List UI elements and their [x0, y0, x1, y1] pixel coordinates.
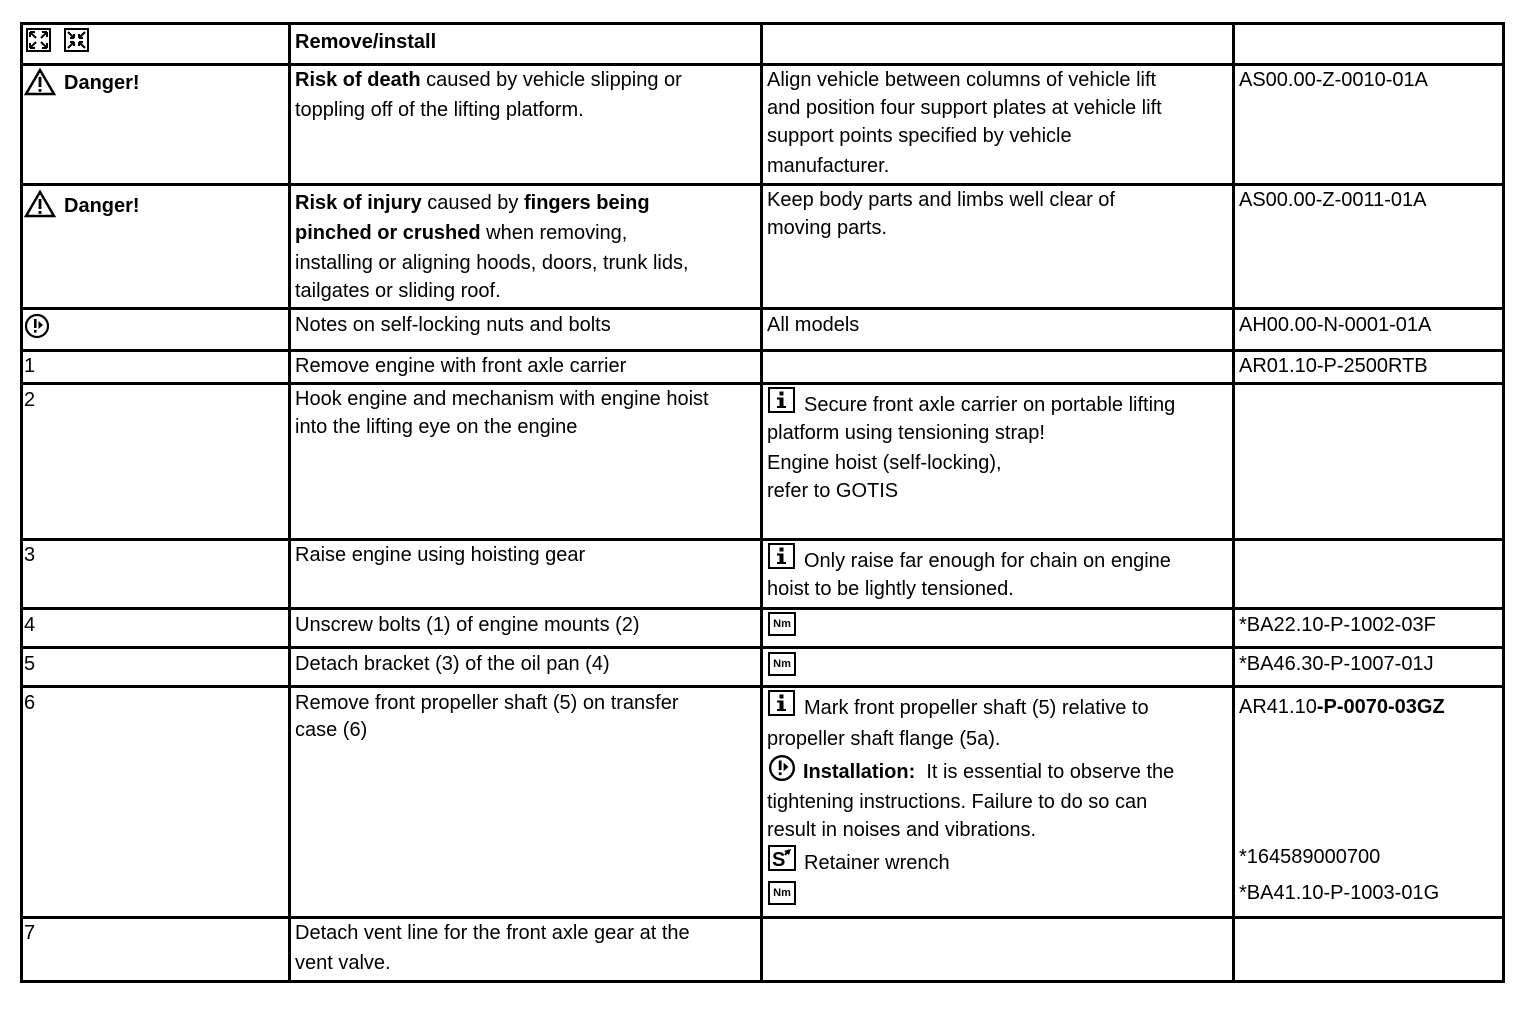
- torque-nm-icon: Nm: [768, 612, 796, 636]
- step-number: 3: [24, 544, 36, 566]
- torque-nm-icon: Nm: [768, 652, 796, 676]
- installation-note-line: tightening instructions. Failure to do so can: [767, 791, 1148, 813]
- danger-description-line: Risk of death caused by vehicle slipping or: [295, 69, 682, 91]
- installation-note-line: Installation: It is essential to observe the: [803, 761, 1175, 783]
- info-text-line: hoist to be lightly tensioned.: [767, 578, 1014, 600]
- danger-label: Danger!: [64, 195, 140, 217]
- svg-text:S: S: [772, 849, 786, 869]
- step-number: 4: [24, 614, 36, 636]
- document-reference[interactable]: *BA22.10-P-1002-03F: [1239, 614, 1436, 636]
- note-icon: [24, 313, 50, 344]
- document-reference[interactable]: *BA46.30-P-1007-01J: [1239, 653, 1434, 675]
- step-number: 6: [24, 692, 36, 714]
- danger-description-line: toppling off of the lifting platform.: [295, 99, 584, 121]
- step-description: Detach bracket (3) of the oil pan (4): [295, 653, 610, 675]
- notes-description: Notes on self-locking nuts and bolts: [295, 314, 611, 336]
- document-reference[interactable]: AR01.10-P-2500RTB: [1239, 355, 1428, 377]
- danger-label: Danger!: [64, 72, 140, 94]
- col-divider: [1502, 22, 1505, 983]
- step-number: 2: [24, 389, 36, 411]
- info-text-line: Mark front propeller shaft (5) relative to: [804, 697, 1149, 719]
- note-icon: [768, 754, 796, 787]
- danger-description-line: installing or aligning hoods, doors, trunk lids,: [295, 252, 689, 274]
- info-icon: [768, 543, 795, 569]
- instruction-line: support points specified by vehicle: [767, 125, 1072, 147]
- step-description: Remove front propeller shaft (5) on transfer: [295, 692, 679, 714]
- instruction-line: and position four support plates at vehicle lift: [767, 97, 1162, 119]
- step-description: Unscrew bolts (1) of engine mounts (2): [295, 614, 640, 636]
- step-number: 5: [24, 653, 36, 675]
- instruction-line: refer to GOTIS: [767, 480, 899, 502]
- instruction-line: manufacturer.: [767, 155, 890, 177]
- instruction-line: Keep body parts and limbs well clear of: [767, 189, 1115, 211]
- step-description: Remove engine with front axle carrier: [295, 355, 627, 377]
- installation-note-line: result in noises and vibrations.: [767, 819, 1037, 841]
- col-divider: [20, 22, 23, 983]
- warning-triangle-icon: [24, 190, 56, 223]
- col-divider: [1232, 22, 1235, 983]
- danger-description-line: Risk of injury caused by fingers being: [295, 192, 650, 214]
- step-description: Hook engine and mechanism with engine hoist: [295, 388, 709, 410]
- step-description: case (6): [295, 719, 368, 741]
- step-description: Detach vent line for the front axle gear at the: [295, 922, 690, 944]
- tool-reference[interactable]: *164589000700: [1239, 846, 1381, 868]
- warning-triangle-icon: [24, 68, 56, 101]
- info-text-line: Secure front axle carrier on portable lifting: [804, 394, 1176, 416]
- document-reference[interactable]: AR41.10-P-0070-03GZ: [1239, 696, 1445, 718]
- section-title: Remove/install: [295, 31, 437, 53]
- info-icon: [768, 690, 795, 716]
- info-text-line: Only raise far enough for chain on engine: [804, 550, 1171, 572]
- danger-description-line: pinched or crushed when removing,: [295, 222, 628, 244]
- step-description: into the lifting eye on the engine: [295, 416, 578, 438]
- document-reference[interactable]: *BA41.10-P-1003-01G: [1239, 882, 1440, 904]
- instruction-line: moving parts.: [767, 217, 888, 239]
- danger-description-line: tailgates or sliding roof.: [295, 280, 501, 302]
- notes-instruction: All models: [767, 314, 860, 336]
- special-tool-icon: [768, 845, 796, 871]
- tool-name: Retainer wrench: [804, 852, 950, 874]
- instruction-line: Align vehicle between columns of vehicle lift: [767, 69, 1157, 91]
- instruction-line: Engine hoist (self-locking),: [767, 452, 1002, 474]
- step-number: 1: [24, 355, 36, 377]
- info-icon: [768, 387, 795, 413]
- expand-icon[interactable]: [26, 28, 51, 52]
- col-divider: [288, 22, 291, 983]
- col-divider: [760, 22, 763, 983]
- step-description: vent valve.: [295, 952, 391, 974]
- info-text-line: platform using tensioning strap!: [767, 422, 1045, 444]
- step-description: Raise engine using hoisting gear: [295, 544, 586, 566]
- document-reference[interactable]: AH00.00-N-0001-01A: [1239, 314, 1432, 336]
- collapse-icon[interactable]: [64, 28, 89, 52]
- step-number: 7: [24, 922, 36, 944]
- torque-nm-icon: Nm: [768, 881, 796, 905]
- document-reference[interactable]: AS00.00-Z-0010-01A: [1239, 69, 1429, 91]
- info-text-line: propeller shaft flange (5a).: [767, 728, 1001, 750]
- document-reference[interactable]: AS00.00-Z-0011-01A: [1239, 189, 1427, 211]
